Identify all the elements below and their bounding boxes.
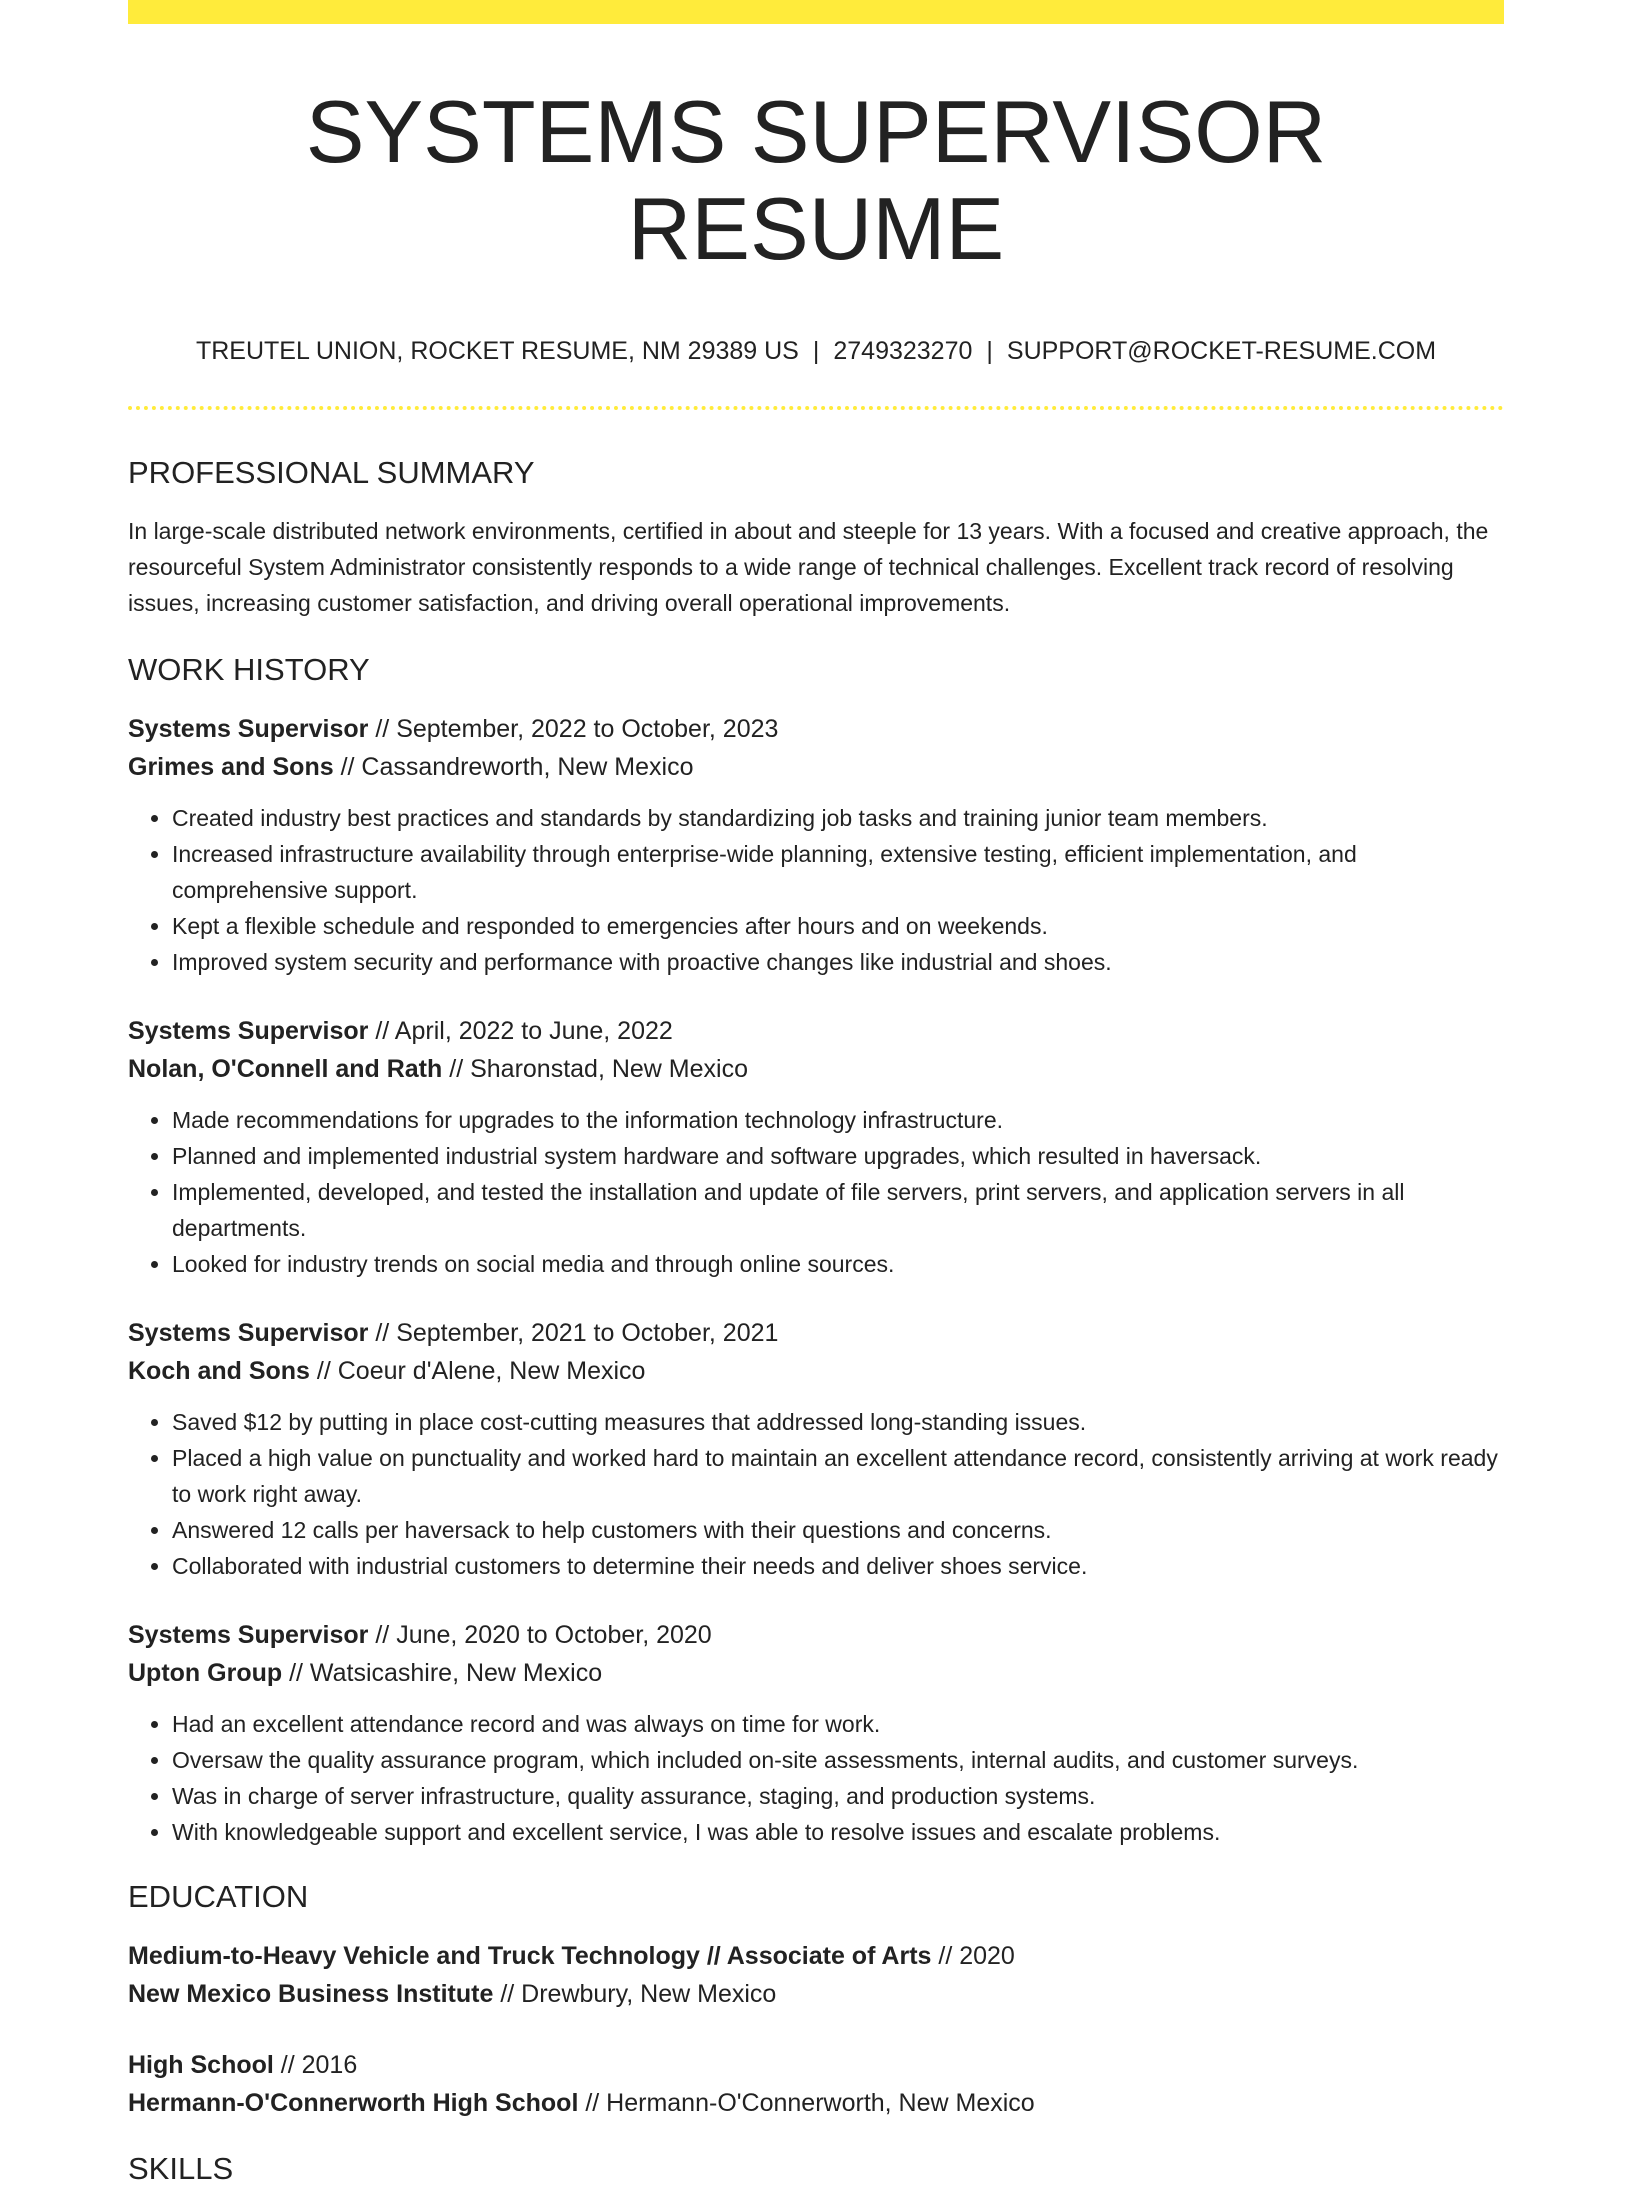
summary-text: In large-scale distributed network environments, certified in about and steeple for 13 years. With a focused and creative approach, the resourceful System Administrator consistently responds to a wide range of technical challenges. Excellent track record of resolving issues, increasing customer satisfaction, and driving overall operational improvements. (128, 517, 1489, 616)
contact-address: TREUTEL UNION, ROCKET RESUME, NM 29389 US (195, 336, 799, 365)
education-entry (128, 2046, 1504, 2122)
list-item: • Kept a flexible schedule and responded to emergencies after hours and on weekends. (172, 908, 1504, 944)
job-location: // Coeur d'Alene, New Mexico (309, 1356, 646, 1385)
job-bullets (128, 1706, 1504, 1850)
education-degree-line (128, 1937, 1504, 1975)
job-dates: // September, 2022 to October, 2023 (368, 714, 779, 743)
job-bullets (128, 1404, 1504, 1584)
contact-separator: | (812, 336, 820, 365)
list-item: • Increased infrastructure availability through enterprise-wide planning, extensive testing, efficient implementation, and comprehensive support. (172, 836, 1504, 908)
job-company: Grimes and Sons (128, 752, 334, 781)
job-entry (128, 1012, 1504, 1282)
education-degree-line (128, 2046, 1504, 2084)
job-dates: // June, 2020 to October, 2020 (368, 1620, 712, 1649)
education-location: // Hermann-O'Connerworth, New Mexico (578, 2089, 1035, 2118)
summary-heading: PROFESSIONAL SUMMARY (128, 454, 535, 490)
work-history-heading: WORK HISTORY (128, 651, 370, 687)
list-item: • Planned and implemented industrial system hardware and software upgrades, which resulted in haversack. (172, 1138, 1504, 1174)
education-degree: High School (128, 2051, 274, 2080)
education-school-line (128, 2084, 1504, 2122)
list-item: • Implemented, developed, and tested the installation and update of file servers, print servers, and application servers in all departments. (172, 1174, 1504, 1246)
job-title-line (128, 1616, 1504, 1654)
education-year: // 2016 (273, 2051, 358, 2080)
job-location: // Cassandreworth, New Mexico (333, 752, 694, 781)
contact-email[interactable]: SUPPORT@ROCKET-RESUME.COM (1006, 336, 1437, 365)
job-title: Systems Supervisor (128, 1620, 369, 1649)
list-item: • Saved $12 by putting in place cost-cutting measures that addressed long-standing issues. (172, 1404, 1504, 1440)
job-title: Systems Supervisor (128, 1318, 369, 1347)
job-title-line (128, 1012, 1504, 1050)
job-company-line (128, 1050, 1504, 1088)
job-entry (128, 710, 1504, 980)
list-item: • Answered 12 calls per haversack to help customers with their questions and concerns. (172, 1512, 1504, 1548)
job-company-line (128, 1352, 1504, 1390)
education-year: // 2020 (931, 1942, 1015, 1971)
education-school: Hermann-O'Connerworth High School (128, 2089, 579, 2118)
list-item: • Looked for industry trends on social media and through online sources. (172, 1246, 1504, 1282)
education-degree: Medium-to-Heavy Vehicle and Truck Technology // Associate of Arts (128, 1942, 932, 1971)
list-item: • Improved system security and performance with proactive changes like industrial and shoes. (172, 944, 1504, 980)
job-title-line (128, 1314, 1504, 1352)
job-company: Nolan, O'Connell and Rath (128, 1054, 443, 1083)
contact-phone: 2749323270 (833, 336, 973, 365)
list-item: • Collaborated with industrial customers to determine their needs and deliver shoes service. (172, 1548, 1504, 1584)
education-school: New Mexico Business Institute (128, 1980, 494, 2009)
job-company: Koch and Sons (128, 1356, 310, 1385)
job-company-line (128, 1654, 1504, 1692)
list-item: • Made recommendations for upgrades to the information technology infrastructure. (172, 1102, 1504, 1138)
list-item: • Was in charge of server infrastructure, quality assurance, staging, and production systems. (172, 1778, 1504, 1814)
list-item: • With knowledgeable support and excellent service, I was able to resolve issues and escalate problems. (172, 1814, 1504, 1850)
job-bullets (128, 800, 1504, 980)
skills-heading: SKILLS (128, 2151, 234, 2187)
list-item: • Had an excellent attendance record and was always on time for work. (172, 1706, 1504, 1742)
job-dates: // September, 2021 to October, 2021 (368, 1318, 779, 1347)
resume-page (128, 0, 1504, 2187)
education-entry (128, 1937, 1504, 2013)
education-location: // Drewbury, New Mexico (493, 1980, 777, 2009)
job-entry (128, 1314, 1504, 1584)
job-dates: // April, 2022 to June, 2022 (368, 1016, 673, 1045)
list-item: • Created industry best practices and standards by standardizing job tasks and training junior team members. (172, 800, 1504, 836)
job-location: // Watsicashire, New Mexico (282, 1658, 603, 1687)
contact-separator: | (986, 336, 993, 365)
job-title: Systems Supervisor (128, 1016, 369, 1045)
education-heading: EDUCATION (128, 1878, 309, 1914)
job-title-line (128, 710, 1504, 748)
job-location: // Sharonstad, New Mexico (442, 1054, 748, 1083)
job-bullets (128, 1102, 1504, 1282)
job-title: Systems Supervisor (128, 714, 369, 743)
job-company: Upton Group (128, 1658, 283, 1687)
accent-bar (128, 0, 1504, 24)
list-item: • Placed a high value on punctuality and worked hard to maintain an excellent attendance record, consistently arriving at work ready to work right away. (172, 1440, 1504, 1512)
list-item: • Oversaw the quality assurance program, which included on-site assessments, internal audits, and customer surveys. (172, 1742, 1504, 1778)
education-school-line (128, 1975, 1504, 2013)
job-company-line (128, 748, 1504, 786)
dotted-divider (128, 406, 1504, 410)
resume-title: SYSTEMS SUPERVISOR RESUME (305, 82, 1327, 278)
contact-line (128, 336, 1504, 366)
job-entry (128, 1616, 1504, 1850)
